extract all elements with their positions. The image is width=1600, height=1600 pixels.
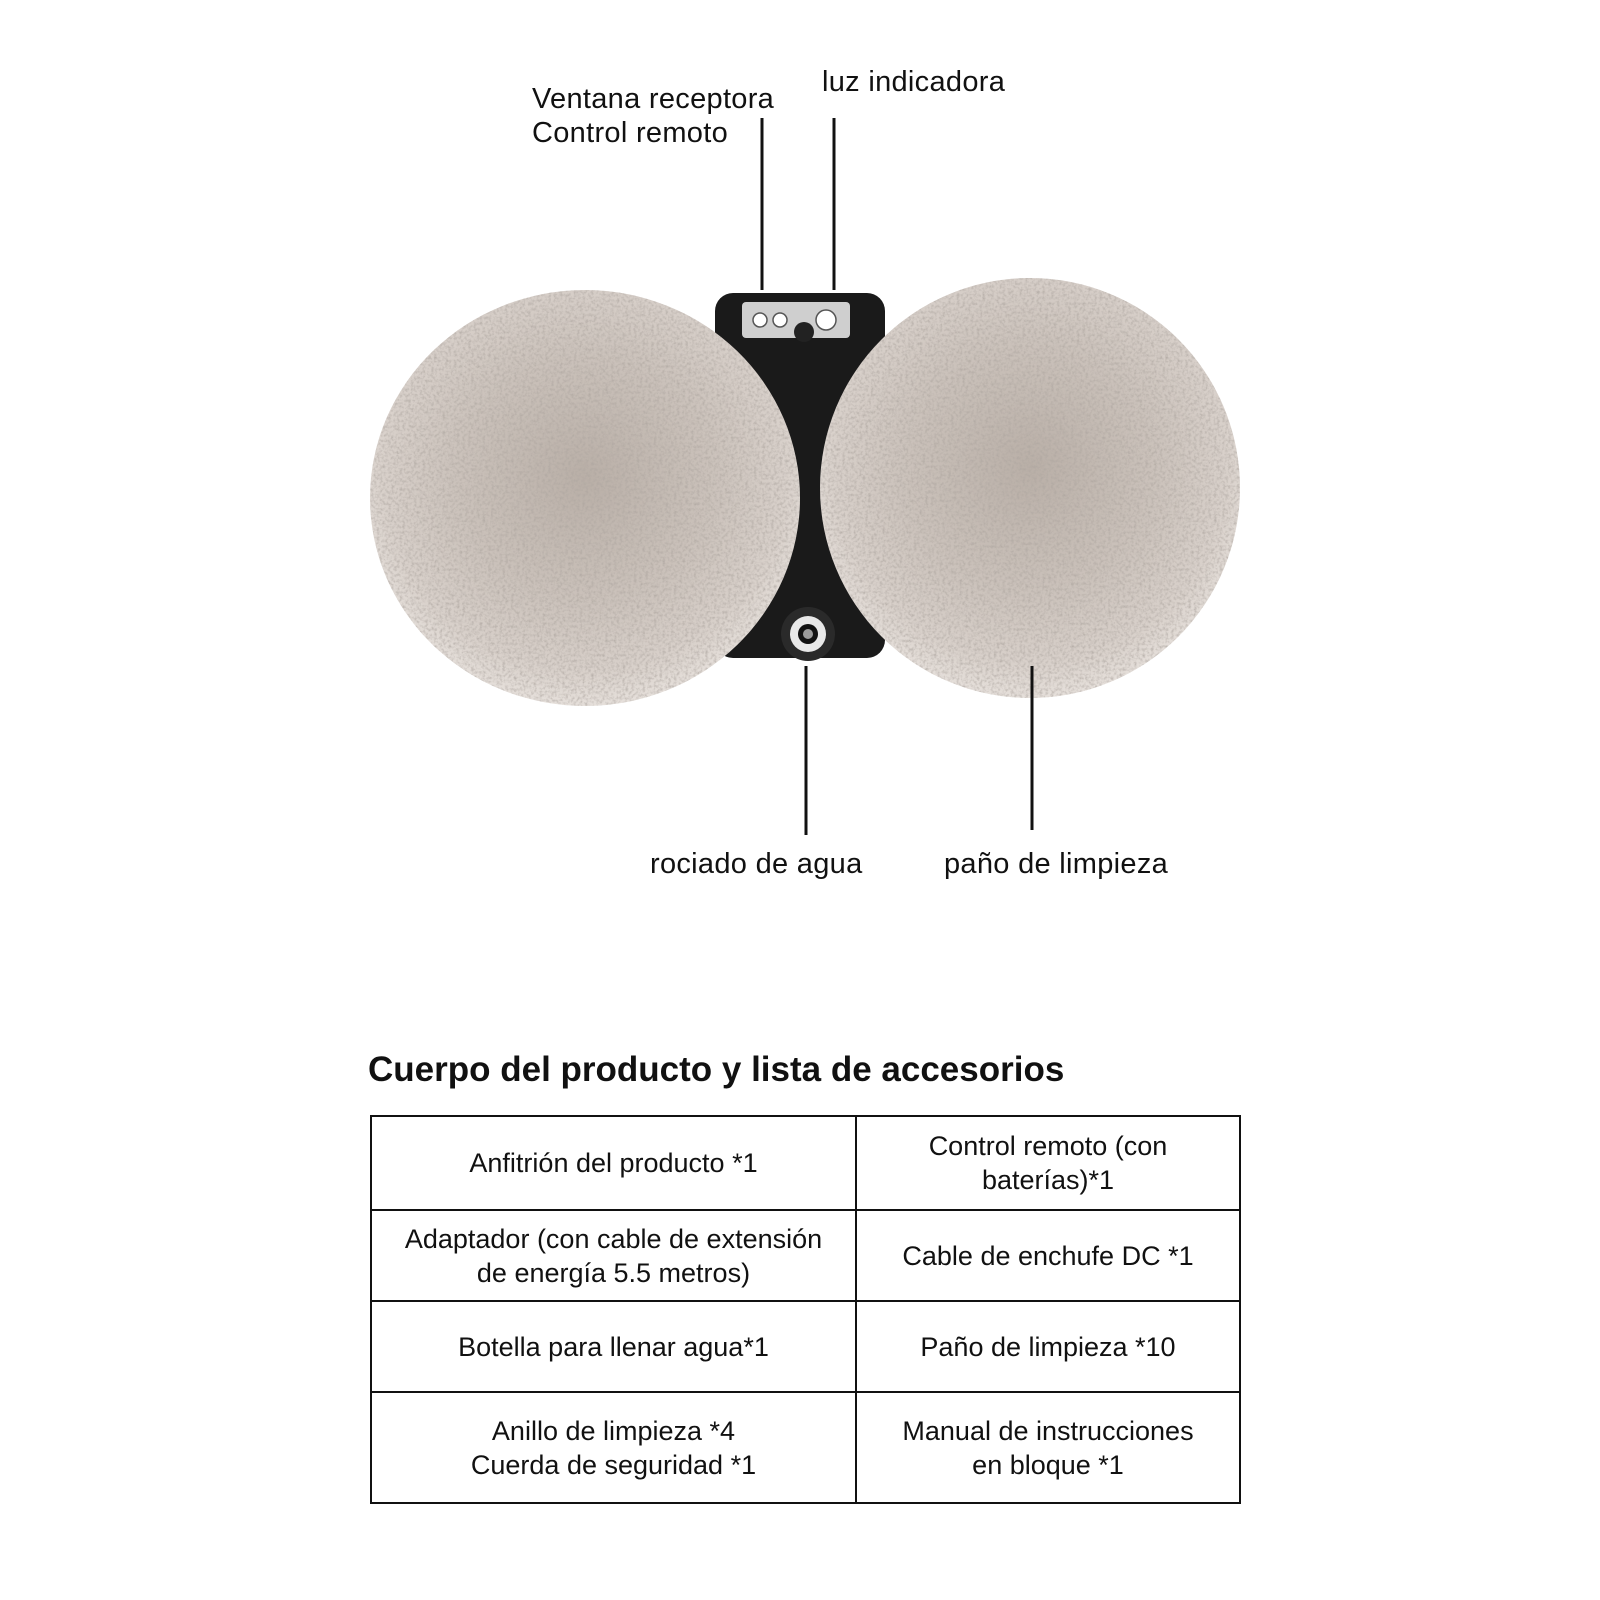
label-water-spray: rociado de agua xyxy=(650,848,863,880)
cell-line: Manual de instrucciones xyxy=(902,1415,1194,1446)
cell-line: Botella para llenar agua*1 xyxy=(458,1331,769,1362)
cell-line: Anfitrión del producto *1 xyxy=(469,1148,758,1178)
cell-line: Adaptador (con cable de extensión xyxy=(404,1223,823,1254)
label-receiver-window xyxy=(532,82,774,150)
cell-line: Cable de enchufe DC *1 xyxy=(902,1240,1194,1271)
water-spray-nozzle xyxy=(781,607,835,661)
cell-line: Paño de limpieza *10 xyxy=(920,1331,1176,1362)
cell-line: Control remoto (con xyxy=(928,1131,1168,1161)
cell-line: Anillo de limpieza *4 xyxy=(491,1415,736,1446)
cleaning-pad-right xyxy=(820,278,1240,698)
table-cell xyxy=(372,1302,857,1393)
section-title: Cuerpo del producto y lista de accesorios xyxy=(368,1050,1065,1089)
table-cell xyxy=(857,1393,1239,1502)
cell-line: en bloque *1 xyxy=(972,1449,1124,1480)
table-cell xyxy=(372,1211,857,1302)
cleaning-pad-left xyxy=(370,290,800,706)
table-cell xyxy=(857,1211,1239,1302)
table-cell xyxy=(372,1117,857,1211)
cell-line: de energía 5.5 metros) xyxy=(476,1257,751,1288)
label-receiver-line1: Ventana receptora xyxy=(532,83,775,115)
label-cleaning-cloth: paño de limpieza xyxy=(944,848,1169,880)
accessory-table xyxy=(370,1115,1241,1504)
table-cell xyxy=(372,1393,857,1502)
cell-line: baterías)*1 xyxy=(981,1165,1115,1195)
label-receiver-line2: Control remoto xyxy=(532,117,728,149)
label-indicator-light: luz indicadora xyxy=(822,66,1006,98)
table-cell xyxy=(857,1302,1239,1393)
sensor-strip xyxy=(742,302,850,342)
indicator-light-icon xyxy=(773,313,787,327)
table-cell xyxy=(857,1117,1239,1211)
receiver-window-icon xyxy=(753,313,767,327)
cell-line: Cuerda de seguridad *1 xyxy=(470,1449,757,1480)
